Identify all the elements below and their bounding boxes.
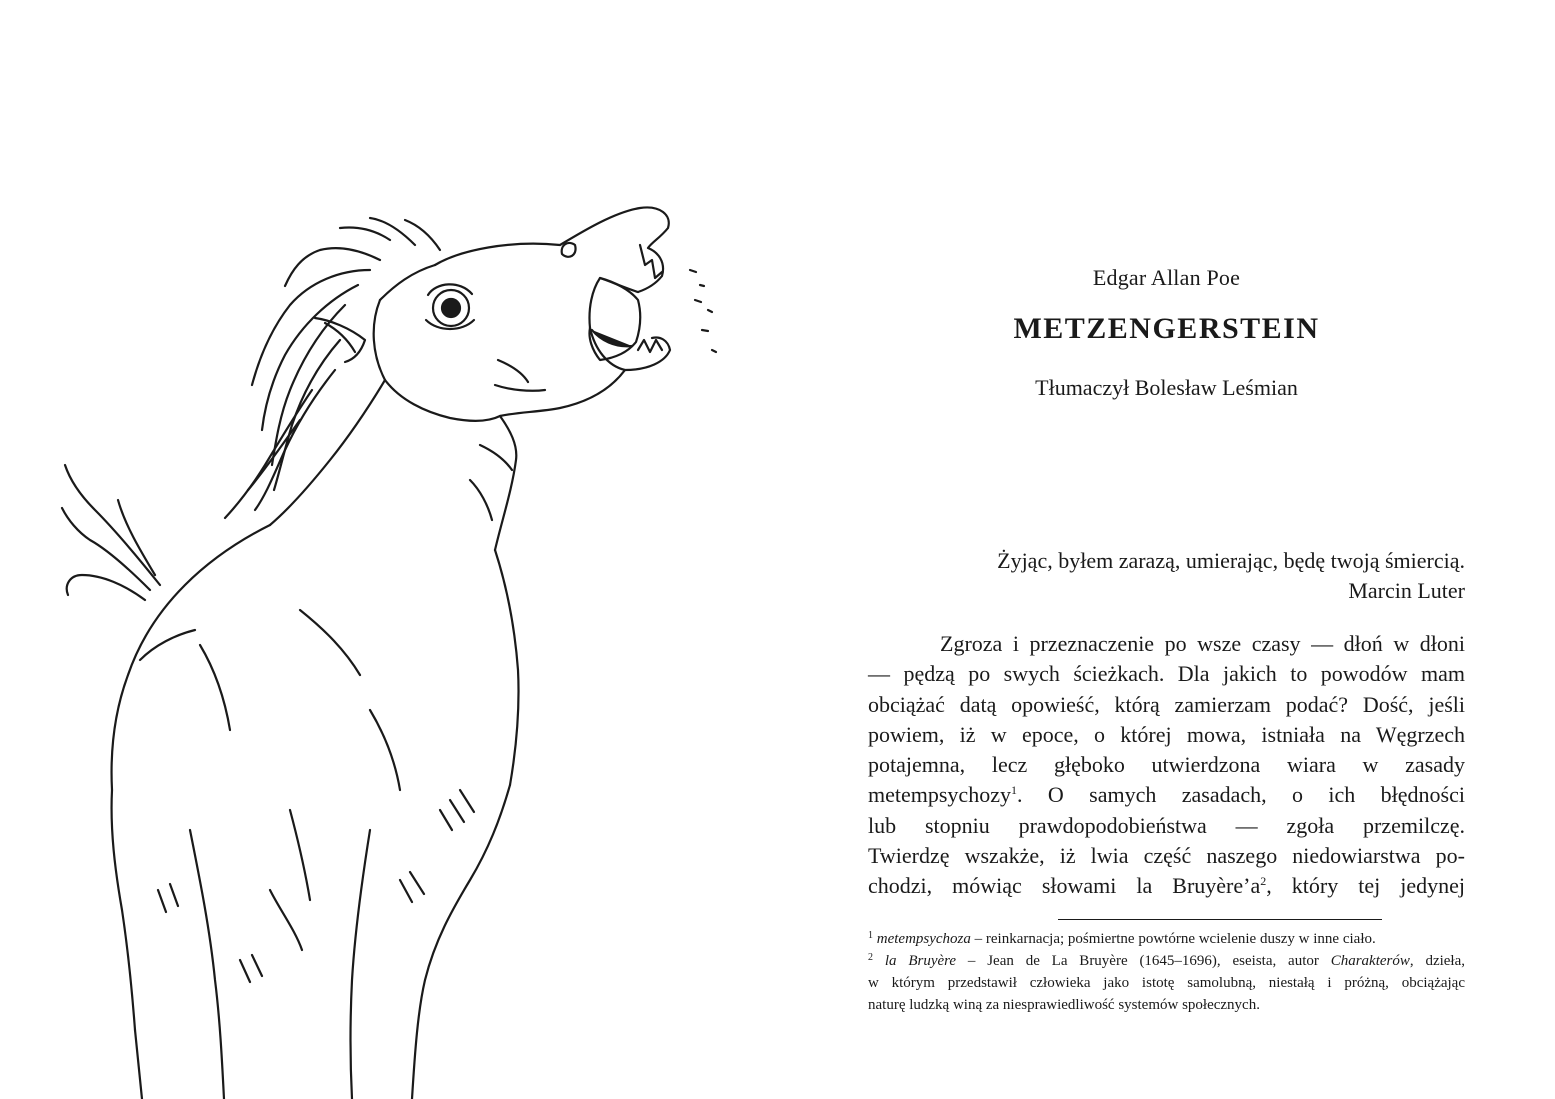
epigraph-quote: Żyjąc, byłem zarazą, umierając, będę twoją śmiercią. [997,548,1465,573]
footnote-2-cont: naturę ludzką winą za niesprawiedliwość systemów społecznych. [868,997,1260,1013]
body-line-text: chodzi, mówiąc słowami la Bruyère’a [868,873,1261,899]
body-line [868,871,1465,901]
footnote-term: metempsychoza [876,931,971,947]
epigraph [868,546,1465,606]
body-line: Twierdzę wszakże, iż lwia część naszego niedowiarstwa po- [868,843,1465,869]
footnote-ref-2[interactable]: 2 [1260,874,1267,889]
footnote-2 [868,950,1465,972]
body-line: lub stopniu prawdopodobieństwa — zgoła przemilczę. [868,812,1465,838]
body-line [868,780,1465,810]
body-line-text: metempsychozy [868,782,1011,808]
footnote-text: , dzieła, [1409,953,1466,969]
footnote-text: – reinkarnacja; pośmiertne powtórne wcielenie duszy w inne ciało. [970,931,1376,947]
translator-credit: Tłumaczył Bolesław Leśmian [1035,375,1298,400]
footnote-number: 1 [868,930,873,941]
body-paragraph [868,629,1465,902]
footnotes [868,928,1465,1016]
horse-drawing-icon [40,190,760,1099]
body-line-text: . O samych zasadach, o ich błędności [1016,782,1465,808]
footnote-number: 2 [868,952,873,963]
footnote-2-cont: w którym przedstawił człowieka jako istotę samolubną, niestałą i próżną, obciążając [868,975,1465,991]
footnote-1 [868,928,1465,950]
body-line: obciążać datą opowieść, którą zamierzam podać? Dość, jeśli [868,691,1465,717]
body-line: potajemna, lecz głęboko utwierdzona wiara w zasady [868,752,1465,778]
footnote-divider [1058,919,1382,920]
author-name: Edgar Allan Poe [1092,265,1241,290]
footnote-work-title: Charakterów [1330,953,1410,969]
footnote-term: la Bruyère [884,953,957,969]
body-line: — pędzą po swych ścieżkach. Dla jakich to powodów mam [868,661,1465,687]
story-title: METZENGERSTEIN [1013,312,1320,345]
epigraph-attribution: Marcin Luter [1348,578,1465,603]
footnote-ref-1[interactable]: 1 [1010,783,1017,798]
text-page [868,0,1465,1099]
footnote-text: – Jean de La Bruyère (1645–1696), eseista, autor [956,953,1331,969]
body-line-text: , który tej jedynej [1266,873,1465,899]
body-line: powiem, iż w epoce, o której mowa, istniała na Węgrzech [868,721,1465,747]
body-line: Zgroza i przeznaczenie po wsze czasy — dłoń w dłoni [940,631,1465,656]
horse-illustration [40,190,760,1099]
